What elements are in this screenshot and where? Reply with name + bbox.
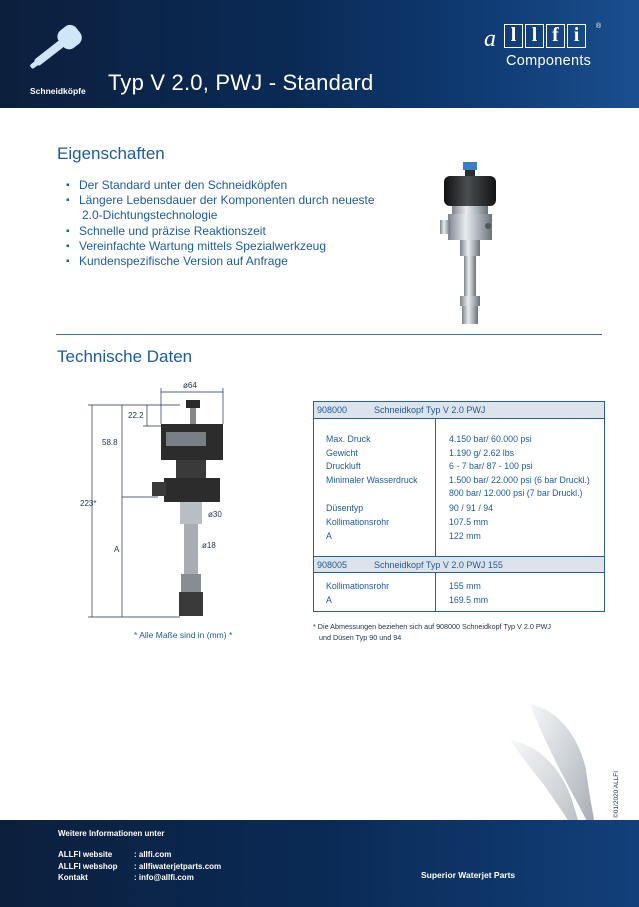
category-label: Schneidköpfe xyxy=(30,86,86,96)
table-row xyxy=(314,530,604,544)
table-row xyxy=(314,580,604,594)
spec-value: 1.500 bar/ 22.000 psi (6 bar Druckl.) xyxy=(449,474,590,485)
copyright-text: ©01/2020 ALLFI xyxy=(613,770,620,818)
logo-letter: f xyxy=(546,24,565,48)
cutting-head-icon xyxy=(22,16,92,78)
feature-text: Schnelle und präzise Reaktionszeit xyxy=(79,223,266,238)
spec-key: Max. Druck xyxy=(326,434,371,444)
feature-text-continued: 2.0-Dichtungstechnologie xyxy=(82,208,218,223)
feature-item xyxy=(66,254,375,269)
features-heading: Eigenschaften xyxy=(57,144,165,163)
feature-text: Vereinfachte Wartung mittels Spezialwerkzeug xyxy=(79,238,327,253)
spec-key: Druckluft xyxy=(326,461,361,471)
table-row xyxy=(314,502,604,516)
dim-d18: ø18 xyxy=(202,541,216,550)
spec-key: A xyxy=(326,530,332,541)
table-row xyxy=(314,433,604,447)
bullet-icon: ▪ xyxy=(66,180,70,191)
section-divider xyxy=(56,334,602,335)
spec-value: 107.5 mm xyxy=(449,516,489,527)
logo-letter: l xyxy=(525,24,544,48)
contact-email-link[interactable]: : info@allfi.com xyxy=(134,873,194,882)
footer-heading: Weitere Informationen unter xyxy=(58,829,165,838)
footer-row xyxy=(58,850,171,859)
logo-letters xyxy=(504,24,586,48)
allfi-logo xyxy=(484,20,604,72)
dimension-drawing xyxy=(80,378,280,628)
spec-value: 800 bar/ 12.000 psi (7 bar Druckl.) xyxy=(449,488,583,498)
page-header xyxy=(0,0,639,108)
webshop-link[interactable]: : allfiwaterjetparts.com xyxy=(134,862,222,871)
spec-key: Kollimationsrohr xyxy=(326,516,390,527)
bullet-icon: ▪ xyxy=(66,225,70,237)
footer-key: ALLFI webshop xyxy=(58,862,118,871)
spec-value: 90 / 91 / 94 xyxy=(449,502,494,513)
table-footnote xyxy=(313,621,551,643)
copyright-notice xyxy=(610,760,622,820)
bullet-icon: ▪ xyxy=(66,195,70,207)
feature-item xyxy=(66,239,375,254)
dimension-note: * Alle Maße sind in (mm) * xyxy=(134,630,233,640)
bullet-icon: ▪ xyxy=(66,256,70,268)
website-link[interactable]: : allfi.com xyxy=(134,850,172,859)
logo-prefix: a xyxy=(484,26,496,52)
spec-value: 4.150 bar/ 60.000 psi xyxy=(449,434,532,444)
dim-top: 22.2 xyxy=(128,411,144,420)
spec-value: 122 mm xyxy=(449,530,481,541)
spec-key: Düsentyp xyxy=(326,502,364,513)
logo-letter: l xyxy=(504,24,523,48)
footer-key: ALLFI website xyxy=(58,850,113,859)
table-row xyxy=(314,487,604,501)
table-row xyxy=(314,474,604,488)
spec-value: 169.5 mm xyxy=(449,595,489,605)
feature-text: Längere Lebensdauer der Komponenten durch neueste xyxy=(79,193,375,208)
spec-key: Gewicht xyxy=(326,447,358,458)
spec-value: 155 mm xyxy=(449,581,481,591)
article-name: Schneidkopf Typ V 2.0 PWJ 155 xyxy=(374,560,503,570)
spec-value: 6 - 7 bar/ 87 - 100 psi xyxy=(449,461,533,471)
table-row xyxy=(314,447,604,461)
table-row xyxy=(314,516,604,530)
feature-text: Kundenspezifische Version auf Anfrage xyxy=(79,254,288,269)
feature-list xyxy=(66,178,375,269)
bullet-icon: ▪ xyxy=(66,240,70,252)
footer-row xyxy=(58,862,221,871)
article-number: 908000 xyxy=(317,405,348,415)
article-name: Schneidkopf Typ V 2.0 PWJ xyxy=(374,405,486,415)
spec-key: Kollimationsrohr xyxy=(326,581,390,591)
footer-key: Kontakt xyxy=(58,873,88,882)
tech-heading: Technische Daten xyxy=(57,347,193,366)
spec-section-header xyxy=(314,402,604,419)
logo-subtitle: Components xyxy=(506,53,592,69)
footnote-line: * Die Abmessungen beziehen sich auf 908000 Schneidkopf Typ V 2.0 PWJ xyxy=(313,622,552,631)
page-footer xyxy=(0,820,639,907)
article-number: 908005 xyxy=(317,560,348,570)
logo-letter: i xyxy=(567,24,586,48)
feature-item xyxy=(66,224,375,239)
page-title: Typ V 2.0, PWJ - Standard xyxy=(108,70,374,95)
registered-mark: ® xyxy=(596,23,602,30)
table-row xyxy=(314,460,604,474)
dim-a: A xyxy=(114,545,120,554)
footnote-line: und Düsen Typ 90 und 94 xyxy=(319,633,402,642)
dim-mid: 58.8 xyxy=(102,438,118,447)
feature-text: Der Standard unter den Schneidköpfen xyxy=(79,178,288,192)
dim-d30: ø30 xyxy=(208,510,222,519)
spec-section-header xyxy=(314,556,604,573)
feature-item xyxy=(66,178,375,193)
dim-total: 223* xyxy=(80,499,97,508)
table-row xyxy=(314,594,604,608)
spec-value: 1.190 g/ 2.62 lbs xyxy=(449,447,515,458)
footer-tagline: Superior Waterjet Parts xyxy=(421,870,516,880)
feature-item xyxy=(66,193,375,223)
spec-key: A xyxy=(326,595,332,605)
product-photo xyxy=(430,162,510,327)
dim-width: ø64 xyxy=(183,381,197,390)
spec-key: Minimaler Wasserdruck xyxy=(326,474,418,485)
footer-row xyxy=(58,873,194,882)
spec-table xyxy=(313,401,605,612)
